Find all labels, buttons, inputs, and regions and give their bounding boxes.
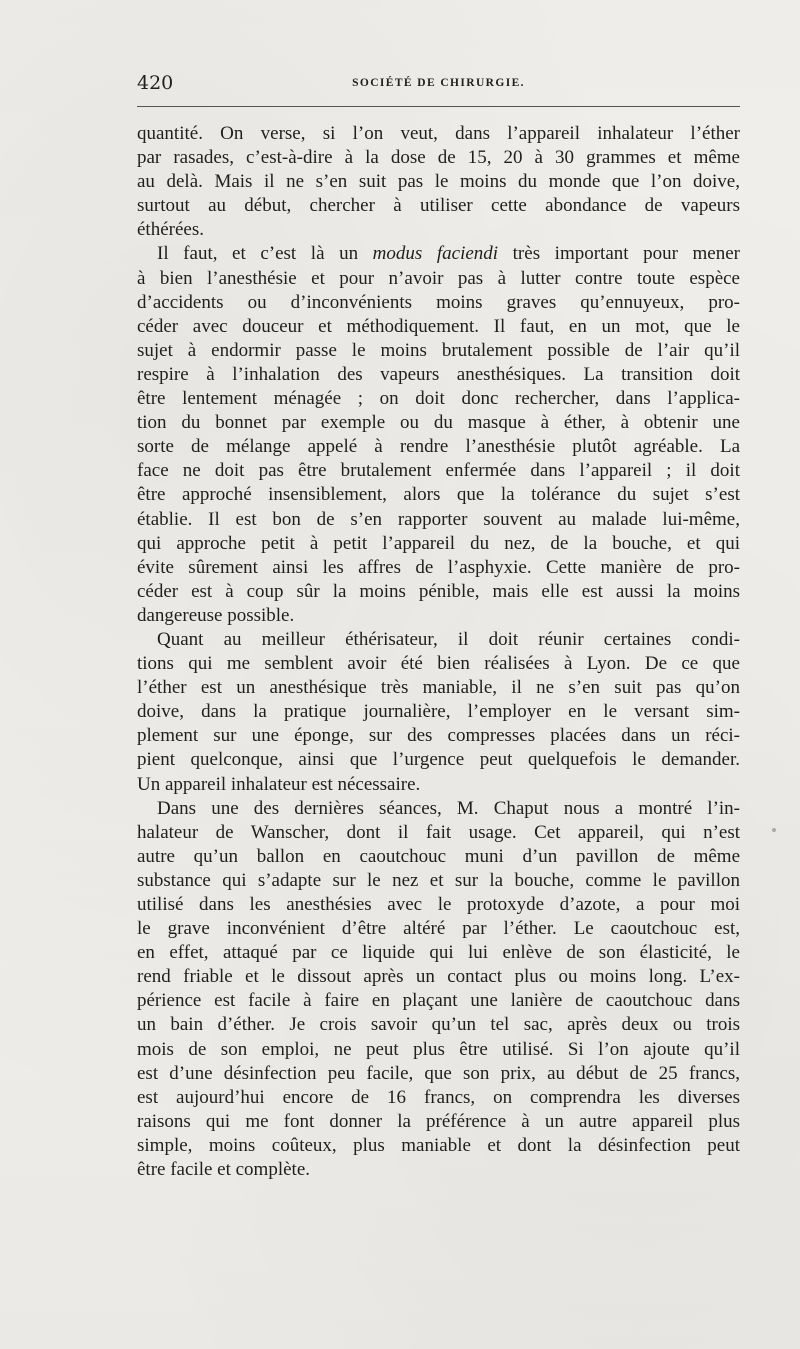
text-line: face ne doit pas être brutalement enfermée dans l’appareil ; il doit [137, 460, 740, 482]
text-line: respire à l’inhalation des vapeurs anesthésiques. La transition doit [137, 363, 740, 385]
text-line: d’accidents ou d’inconvénients moins graves qu’ennuyeux, pro- [137, 291, 740, 313]
text-fragment: très important pour mener [498, 243, 740, 265]
text-line: être lentement ménagée ; on doit donc rechercher, dans l’applica- [137, 388, 740, 410]
text-line: substance qui s’adapte sur le nez et sur la bouche, comme le pavillon [137, 869, 740, 891]
text-line: surtout au début, chercher à utiliser cette abondance de vapeurs [137, 195, 740, 217]
text-line: Un appareil inhalateur est nécessaire. [137, 773, 421, 795]
text-line: périence est facile à faire en plaçant une lanière de caoutchouc dans [137, 990, 740, 1012]
page-header [137, 72, 740, 100]
text-line: être facile et complète. [137, 1159, 311, 1181]
text-fragment: Il faut, et c’est là un [157, 243, 373, 265]
text-line: raisons qui me font donner la préférence à un autre appareil plus [137, 1110, 740, 1132]
text-line: Quant au meilleur éthérisateur, il doit réunir certaines condi- [157, 628, 740, 650]
text-line: le grave inconvénient d’être altéré par l’éther. Le caoutchouc est, [137, 918, 740, 940]
text-line: utilisé dans les anesthésies avec le protoxyde d’azote, a pour moi [137, 894, 740, 915]
text-line: établie. Il est bon de s’en rapporter souvent au malade lui-même, [137, 508, 740, 530]
running-title: SOCIÉTÉ DE CHIRURGIE. [352, 77, 525, 89]
text-line: en effet, attaqué par ce liquide qui lui enlève de son élasticité, le [137, 942, 740, 964]
text-line: autre qu’un ballon en caoutchouc muni d’un pavillon de même [137, 845, 740, 867]
paragraph-3 [137, 628, 740, 797]
text-line: halateur de Wanscher, dont il fait usage. Cet appareil, qui n’est [137, 821, 740, 843]
text-line: sujet à endormir passe le moins brutalement possible de l’air qu’il [137, 339, 740, 361]
text-line: tions qui me semblent avoir été bien réalisées à Lyon. De ce que [137, 653, 740, 675]
text-line: à bien l’anesthésie et pour n’avoir pas à lutter contre toute espèce [137, 267, 740, 289]
text-line: un bain d’éther. Je crois savoir qu’un tel sac, après deux ou trois [137, 1014, 740, 1036]
paragraph-1 [137, 122, 740, 242]
text-line: par rasades, c’est-à-dire à la dose de 15, 20 à 30 grammes et même [137, 147, 740, 169]
text-line: est aujourd’hui encore de 16 francs, on comprendra les diverses [137, 1086, 740, 1108]
paragraph-4 [137, 797, 740, 1183]
text-line: éthérées. [137, 219, 204, 241]
text-line: doive, dans la pratique journalière, l’employer en le versant sim- [137, 701, 740, 723]
text-line: évite sûrement ainsi les affres de l’asphyxie. Cette manière de pro- [137, 556, 740, 578]
text-line: dangereuse possible. [137, 604, 295, 626]
text-line: est d’une désinfection peu facile, que son prix, au début de 25 francs, [137, 1062, 740, 1084]
text-line: tion du bonnet par exemple ou du masque à éther, à obtenir une [137, 412, 740, 434]
text-line: au delà. Mais il ne s’en suit pas le moins du monde que l’on doive, [137, 171, 740, 193]
italic-phrase: modus faciendi [372, 243, 499, 265]
text-line: sorte de mélange appelé à rendre l’anesthésie plutôt agréable. La [137, 436, 740, 458]
text-line: l’éther est un anesthésique très maniable, il ne s’en suit pas qu’on [137, 677, 740, 699]
text-line: céder avec douceur et méthodiquement. Il faut, en un mot, que le [137, 315, 740, 337]
text-line: rend friable et le dissout après un contact plus ou moins long. L’ex- [137, 966, 740, 988]
text-line: quantité. On verse, si l’on veut, dans l’appareil inhalateur l’éther [137, 123, 740, 144]
ink-speck [772, 828, 776, 832]
text-line: qui approche petit à petit l’appareil du nez, de la bouche, et qui [137, 532, 740, 554]
text-line: être approché insensiblement, alors que la tolérance du sujet s’est [137, 484, 740, 506]
paragraph-2 [137, 242, 740, 628]
text-line: Dans une des dernières séances, M. Chaput nous a montré l’in- [157, 797, 740, 819]
text-line: céder est à coup sûr la moins pénible, mais elle est aussi la moins [137, 580, 740, 602]
header-rule [137, 106, 740, 107]
text-line: simple, moins coûteux, plus maniable et dont la désinfection peut [137, 1134, 740, 1156]
body-text [137, 122, 740, 1182]
text-line: pient quelconque, ainsi que l’urgence peut quelquefois le demander. [137, 749, 740, 771]
text-line-first [137, 242, 740, 266]
text-line: mois de son emploi, ne peut plus être utilisé. Si l’on ajoute qu’il [137, 1038, 740, 1060]
page-number: 420 [137, 72, 174, 94]
text-line: plement sur une éponge, sur des compresses placées dans un réci- [137, 725, 740, 747]
